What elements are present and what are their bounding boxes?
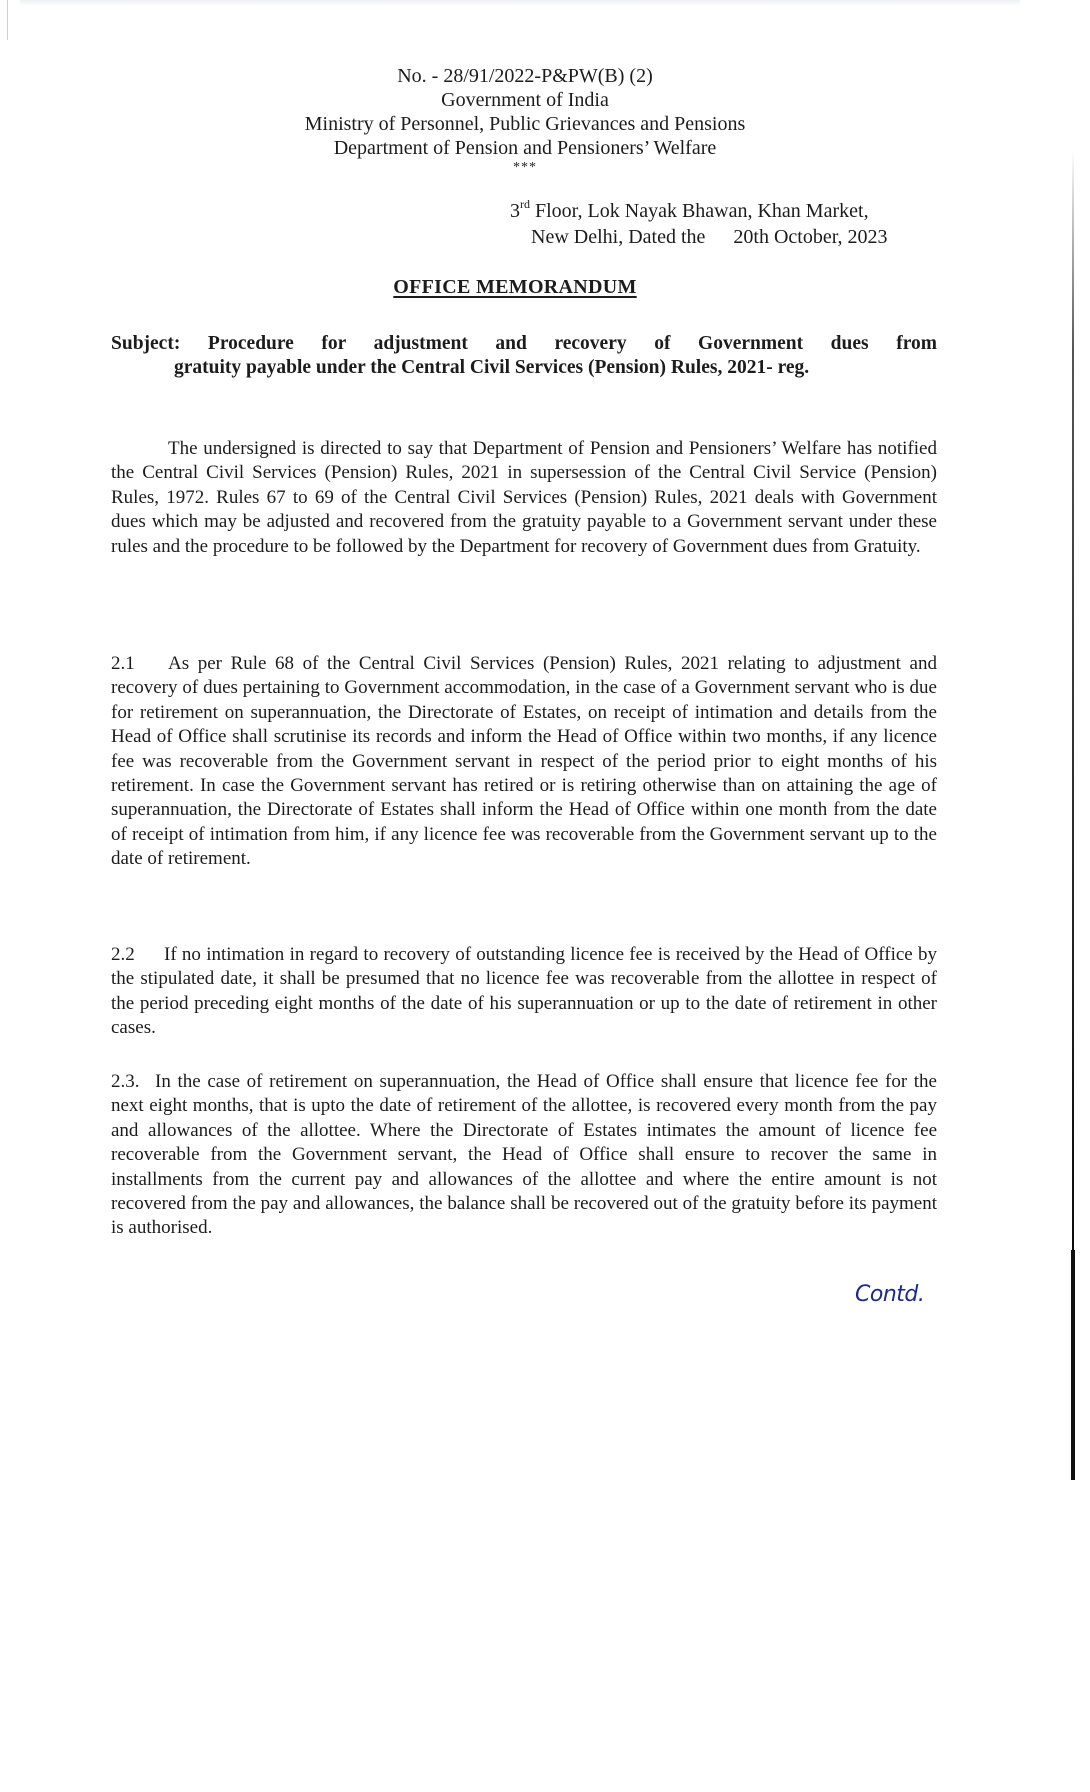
- dated-label: New Delhi, Dated the: [531, 226, 706, 248]
- paragraph-text: The undersigned is directed to say that Department of Pension and Pensioners’ Welfare has notified the Central Civil Services (Pension) Rules, 2021 in supersession of the Central Civil Service (Pension) Rules, 1972. Rules 67 to 69 of the Central Civil Services (Pension) Rules, 2021 deals with Government dues which may be adjusted and recovered from the gratuity payable to a Government servant under these rules and the procedure to be followed by the Department for recovery of Government dues from Gratuity.: [111, 438, 937, 557]
- reference-number: No. - 28/91/2022-P&PW(B) (2): [397, 65, 653, 87]
- address-line-1-text: Floor, Lok Nayak Bhawan, Khan Market,: [530, 200, 869, 222]
- paragraph-number: 2.3.: [111, 1071, 140, 1092]
- paragraph-2-1: [111, 652, 937, 872]
- address-line-1: [510, 198, 888, 224]
- document-title: OFFICE MEMORANDUM: [393, 276, 637, 298]
- subject-block: [111, 332, 937, 380]
- ministry-name: Ministry of Personnel, Public Grievances and Pensions: [304, 113, 746, 135]
- subject-line-2: gratuity payable under the Central Civil Services (Pension) Rules, 2021- reg.: [174, 357, 810, 378]
- memo-date: 20th October, 2023: [733, 226, 888, 248]
- address-line-2: [510, 224, 888, 250]
- handwritten-continued-note: Contd.: [855, 1282, 925, 1307]
- scan-right-border-line-thick: [1071, 1250, 1075, 1480]
- floor-number: 3: [510, 200, 520, 222]
- letterhead: [0, 64, 1050, 176]
- address-block: [510, 198, 888, 250]
- scan-left-edge: [7, 0, 8, 40]
- paragraph-number: 2.1: [111, 653, 135, 674]
- paragraph-1: [111, 437, 937, 559]
- floor-suffix: rd: [520, 197, 530, 211]
- paragraph-number: 2.2: [111, 944, 135, 965]
- paragraph-text: As per Rule 68 of the Central Civil Services (Pension) Rules, 2021 relating to adjustment and recovery of dues pertaining to Government accommodation, in the case of a Government servant who is due for retirement on superannuation, the Directorate of Estates, on receipt of intimation and details from the Head of Office shall scrutinise its records and inform the Head of Office within two months, if any licence fee was recoverable from the Government servant in respect of the period prior to eight months of his retirement. In case the Government servant has retired or is retiring otherwise than on attaining the age of superannuation, the Directorate of Estates shall inform the Head of Office within one month from the date of receipt of intimation from him, if any licence fee was recoverable from the Government servant up to the date of retirement.: [111, 653, 937, 870]
- paragraph-text: If no intimation in regard to recovery of outstanding licence fee is received by the Head of Office by the stipulated date, it shall be presumed that no licence fee was recoverable from the allottee in respect of the period preceding eight months of the date of his superannuation or up to the date of retirement in other cases.: [111, 944, 937, 1039]
- separator-stars: ***: [513, 160, 537, 175]
- paragraph-2-3: [111, 1070, 937, 1241]
- subject-line-1: Subject: Procedure for adjustment and recovery of Government dues from: [111, 333, 937, 354]
- paragraph-2-2: [111, 943, 937, 1041]
- government-name: Government of India: [441, 89, 609, 111]
- scan-top-artifact: [20, 0, 1020, 6]
- paragraph-text: In the case of retirement on superannuation, the Head of Office shall ensure that licence fee for the next eight months, that is upto the date of retirement of the allottee, is recovered every month from the pay and allowances of the allottee. Where the Directorate of Estates intimates the amount of licence fee recoverable from the Government servant, the Head of Office shall ensure to recover the same in installments from the current pay and allowances of the allottee and where the entire amount is not recovered from the pay and allowances, the balance shall be recovered out of the gratuity before its payment is authorised.: [111, 1071, 937, 1239]
- department-name: Department of Pension and Pensioners’ Welfare: [333, 137, 717, 159]
